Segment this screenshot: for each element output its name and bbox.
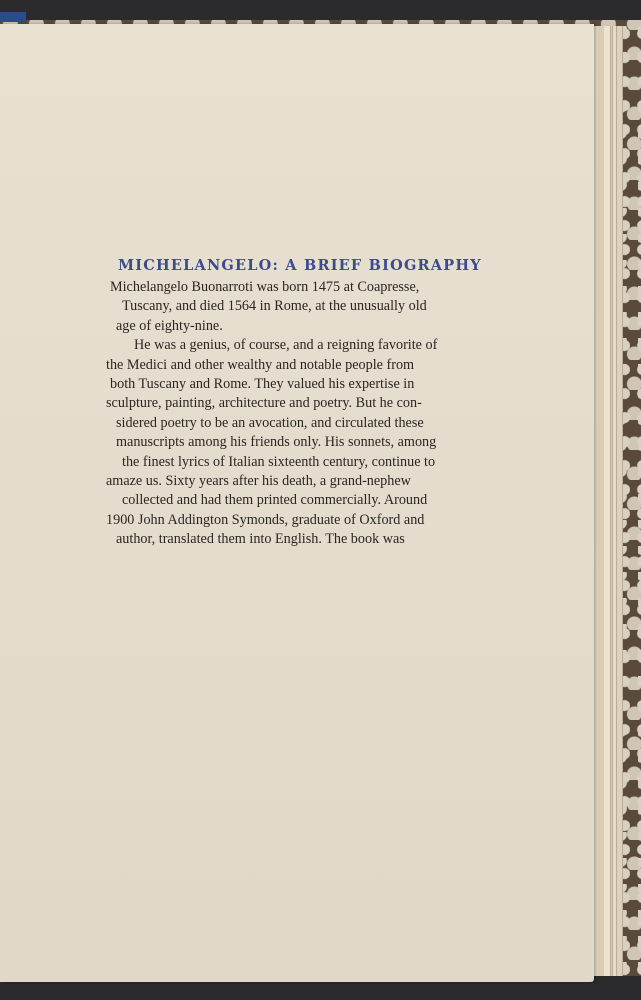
text-line: the finest lyrics of Italian sixteenth century, continue to [122, 453, 436, 470]
biography-text-block [106, 256, 482, 550]
text-line: age of eighty-nine. [116, 317, 223, 334]
text-line: the Medici and other wealthy and notable people from [106, 356, 415, 373]
deckled-page-edge [604, 26, 611, 976]
text-line: He was a genius, of course, and a reigning favorite of [134, 337, 438, 354]
top-dark-strip [0, 0, 641, 20]
text-line: Michelangelo Buonarroti was born 1475 at Coapresse, [110, 279, 420, 295]
text-line: sidered poetry to be an avocation, and circulated these [116, 414, 424, 431]
book-page [0, 24, 594, 982]
text-line: 1900 John Addington Symonds, graduate of Oxford and [106, 511, 425, 528]
text-line: sculpture, painting, architecture and poetry. But he con- [106, 395, 422, 412]
text-line: amaze us. Sixty years after his death, a grand-nephew [106, 473, 411, 490]
text-line: manuscripts among his friends only. His sonnets, among [116, 434, 437, 451]
page-heading: MICHELANGELO: A BRIEF BIOGRAPHY [118, 257, 482, 274]
text-line: Tuscany, and died 1564 in Rome, at the unusually old [122, 298, 427, 315]
text-line: both Tuscany and Rome. They valued his expertise in [110, 376, 415, 393]
text-line: author, translated them into English. The book was [116, 531, 405, 548]
blue-cover-corner-top [0, 12, 26, 22]
text-line: collected and had them printed commercially. Around [122, 492, 428, 509]
